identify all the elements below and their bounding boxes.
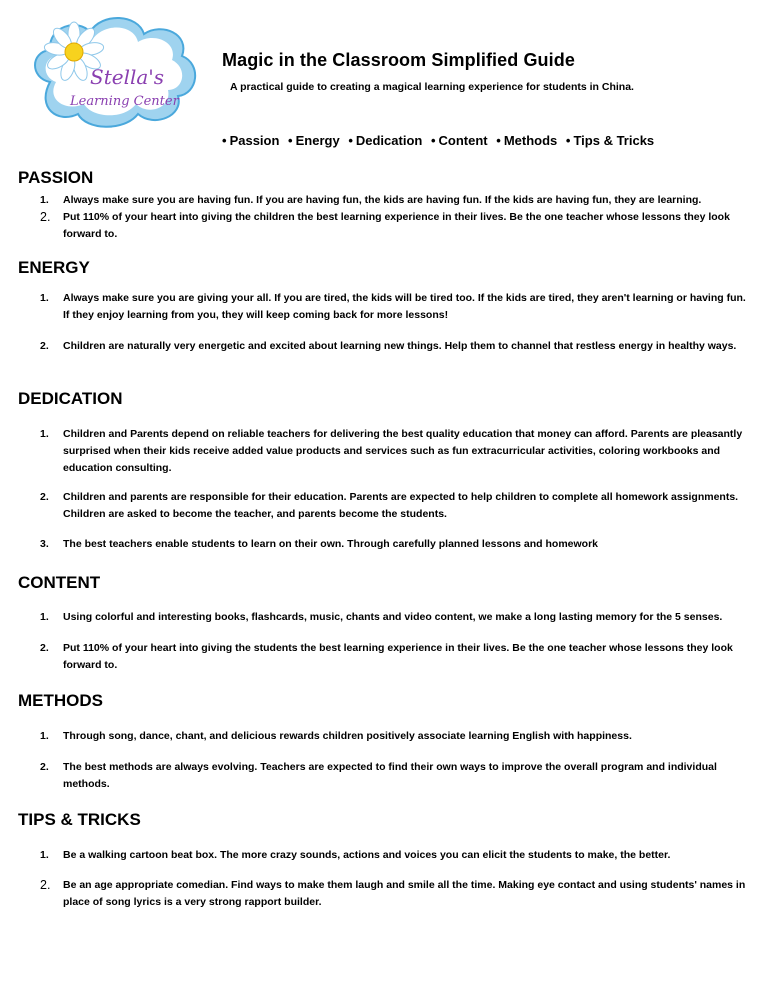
section-energy xyxy=(18,258,754,355)
section-heading: METHODS xyxy=(18,691,103,710)
list-item: 2. Children are naturally very energetic and excited about learning new things. Help them to channel that restless energy in healthy ways. xyxy=(40,340,737,352)
topic-item: Tips & Tricks xyxy=(573,133,655,148)
logo-text-1: Stella's xyxy=(90,65,165,89)
topic-item: Methods xyxy=(503,133,558,148)
list-item: 1. Through song, dance, chant, and delicious rewards children positively associate learning English with happiness. xyxy=(40,730,632,742)
list-item: 1. Always make sure you are giving your all. If you are tired, the kids will be tired too. If the kids are tired, they aren't learning or having fun. If they enjoy learning from you, they will keep coming back for more lessons! xyxy=(40,292,746,321)
section-content xyxy=(18,573,754,674)
topic-item: Energy xyxy=(295,133,340,148)
logo-graphic xyxy=(30,12,200,136)
section-heading: TIPS & TRICKS xyxy=(18,810,141,829)
page-subtitle: A practical guide to creating a magical learning experience for students in China. xyxy=(230,81,634,93)
logo xyxy=(30,12,200,136)
list-item: 1. Be a walking cartoon beat box. The more crazy sounds, actions and voices you can elicit the students to make, the better. xyxy=(40,849,671,861)
list-item: 2. Children and parents are responsible for their education. Parents are expected to help children to complete all homework assignments. Children are asked to become the teacher, and parents become the students. xyxy=(40,491,739,520)
topic-item: Passion xyxy=(229,133,280,148)
list-item: 2. Be an age appropriate comedian. Find ways to make them laugh and smile all the time. Making eye contact and using students' names in place of song lyrics is a very strong rapport builder. xyxy=(40,878,746,908)
list-item: 1. Always make sure you are having fun. If you are having fun, the kids are having fun. If the kids are having fun, they are learning. xyxy=(40,194,702,206)
list-item: 1. Children and Parents depend on reliable teachers for delivering the best quality education that money can afford. Parents are pleasantly surprised when their kids receive added value products and services such as fun extracurricular activities, coloring workbooks and education consulting. xyxy=(40,428,743,474)
logo-text-2: Learning Center xyxy=(70,94,179,109)
topic-item: Dedication xyxy=(355,133,423,148)
section-dedication xyxy=(18,389,754,553)
section-heading: PASSION xyxy=(18,168,94,187)
section-methods xyxy=(18,691,754,793)
list-item: 2. The best methods are always evolving. Teachers are expected to find their own ways to improve the overall program and individual methods. xyxy=(40,761,717,790)
section-heading: CONTENT xyxy=(18,573,101,592)
section-tips-tricks xyxy=(18,810,754,911)
topic-item: Content xyxy=(438,133,488,148)
section-passion xyxy=(18,168,754,243)
page-title: Magic in the Classroom Simplified Guide xyxy=(222,50,575,70)
list-item: 1. Using colorful and interesting books, flashcards, music, chants and video content, we make a long lasting memory for the 5 senses. xyxy=(40,611,723,623)
list-item: 2. Put 110% of your heart into giving the students the best learning experience in their lives. Be the one teacher whose lessons they look forward to. xyxy=(40,642,733,671)
list-item: 3. The best teachers enable students to learn on their own. Through carefully planned lessons and homework xyxy=(40,538,599,550)
section-heading: ENERGY xyxy=(18,258,90,277)
list-item: 2. Put 110% of your heart into giving the children the best learning experience in their lives. Be the one teacher whose lessons they look forward to. xyxy=(40,210,730,240)
section-heading: DEDICATION xyxy=(18,389,123,408)
topic-list: • Passion • Energy • Dedication • Content • Methods • Tips & Tricks xyxy=(222,133,655,148)
